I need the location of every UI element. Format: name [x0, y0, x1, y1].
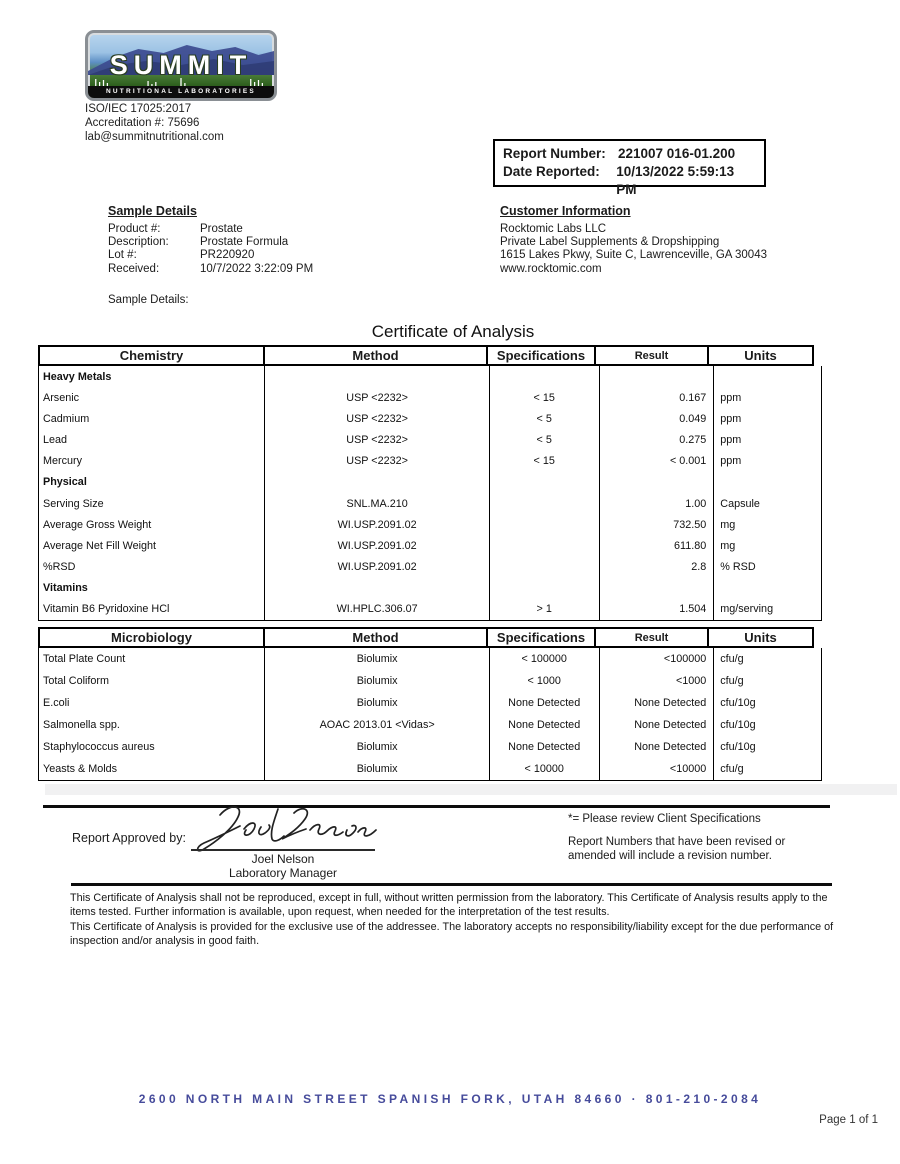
table-row — [39, 535, 821, 556]
analyte-cell: E.coli — [39, 692, 265, 714]
units-cell: cfu/g — [720, 653, 744, 665]
lab-info — [85, 103, 224, 144]
sample-details-extra-label: Sample Details: — [108, 293, 189, 306]
analyte-cell: Arsenic — [39, 387, 265, 408]
units-cell: mg — [720, 518, 736, 531]
analyte-cell: Staphylococcus aureus — [39, 736, 265, 758]
method-cell: USP <2232> — [265, 451, 489, 472]
lab-address-footer: 2600 NORTH MAIN STREET SPANISH FORK, UTAH 84660 · 801-210-2084 — [138, 1092, 762, 1106]
spec-cell — [490, 535, 600, 556]
section-label: Vitamins — [39, 578, 265, 599]
method-cell: WI.USP.2091.02 — [265, 535, 489, 556]
received-value: 10/7/2022 3:22:09 PM — [200, 262, 314, 275]
analyte-cell: Total Coliform — [39, 670, 265, 692]
customer-info-heading: Customer Information — [500, 204, 631, 218]
table-row — [39, 714, 821, 736]
summit-logo — [85, 30, 277, 101]
table-row — [39, 451, 821, 472]
date-reported-label: Date Reported: — [503, 164, 600, 179]
spec-cell: < 5 — [490, 408, 600, 429]
result-cell: None Detected — [600, 736, 715, 758]
result-cell: 732.50 — [600, 514, 715, 535]
table-row — [39, 692, 821, 714]
units-cell: mg/serving — [720, 603, 774, 616]
units-cell: ppm — [720, 434, 742, 447]
method-cell: USP <2232> — [265, 387, 489, 408]
table-row — [39, 514, 821, 535]
section-label: Physical — [39, 472, 265, 493]
date-reported-value: 10/13/2022 5:59:13 PM — [616, 164, 735, 197]
section-row — [39, 366, 821, 387]
page-title: Certificate of Analysis — [371, 322, 535, 341]
result-cell: 0.275 — [600, 429, 715, 450]
microbiology-table — [38, 627, 822, 781]
header-method: Method — [263, 345, 488, 366]
client-spec-note: *= Please review Client Specifications — [568, 813, 761, 825]
units-cell: cfu/10g — [720, 741, 756, 753]
spec-cell — [490, 493, 600, 514]
analyte-cell: Cadmium — [39, 408, 265, 429]
detail-row — [108, 249, 313, 262]
lot-value: PR220920 — [200, 249, 255, 262]
analyte-cell: Serving Size — [39, 493, 265, 514]
result-cell: None Detected — [600, 714, 715, 736]
method-cell: Biolumix — [265, 736, 489, 758]
units-cell: Capsule — [720, 497, 760, 510]
report-number-box — [493, 139, 766, 197]
iso-line: ISO/IEC 17025:2017 — [85, 103, 192, 115]
method-cell: SNL.MA.210 — [265, 493, 489, 514]
spec-cell: < 15 — [490, 451, 600, 472]
detail-row — [108, 223, 313, 236]
section-row — [39, 472, 821, 493]
spec-cell: None Detected — [490, 736, 600, 758]
units-cell: mg — [720, 539, 736, 552]
analyte-cell: Average Net Fill Weight — [39, 535, 265, 556]
separator-band — [45, 784, 897, 795]
product-value: Prostate — [200, 223, 243, 235]
result-cell: 0.167 — [600, 387, 715, 408]
method-cell: USP <2232> — [265, 408, 489, 429]
spec-cell: > 1 — [490, 599, 600, 620]
chemistry-table — [38, 345, 822, 621]
detail-row — [108, 263, 313, 276]
spec-cell: < 10000 — [490, 758, 600, 780]
table-row — [39, 736, 821, 758]
description-value: Prostate Formula — [200, 236, 289, 249]
product-label: Product #: — [108, 223, 161, 235]
result-cell: < 0.001 — [600, 451, 715, 472]
disclaimer-text — [70, 891, 840, 948]
disclaimer-paragraph-2: This Certificate of Analysis is provided for the exclusive use of the addressee. The laboratory accepts no responsibility/liability except for the due performance of inspection and/or analysis in good faith. — [70, 920, 834, 947]
method-cell: Biolumix — [265, 670, 489, 692]
analyte-cell: %RSD — [39, 556, 265, 577]
header-chemistry: Chemistry — [38, 345, 265, 366]
section-row — [39, 578, 821, 599]
report-number-value: 221007 016-01.200 — [618, 146, 736, 161]
detail-row — [108, 236, 313, 249]
received-label: Received: — [108, 262, 160, 275]
analyte-cell: Mercury — [39, 451, 265, 472]
result-cell: 1.504 — [600, 599, 715, 620]
units-cell: ppm — [720, 455, 742, 468]
analyte-cell: Yeasts & Molds — [39, 758, 265, 780]
spec-cell: < 1000 — [490, 670, 600, 692]
header-result: Result — [594, 627, 709, 648]
chemistry-table-header — [38, 345, 822, 366]
divider-line — [43, 805, 830, 808]
method-cell: Biolumix — [265, 758, 489, 780]
method-cell: WI.USP.2091.02 — [265, 514, 489, 535]
approver-title: Laboratory Manager — [228, 866, 338, 880]
header-method: Method — [263, 627, 488, 648]
approver-name: Joel Nelson — [251, 852, 315, 866]
header-units: Units — [707, 345, 814, 366]
customer-address: 1615 Lakes Pkwy, Suite C, Lawrenceville, GA 30043 — [500, 249, 767, 262]
method-cell: USP <2232> — [265, 429, 489, 450]
customer-name: Rocktomic Labs LLC — [500, 223, 607, 235]
header-result: Result — [594, 345, 709, 366]
units-cell: cfu/10g — [720, 719, 756, 731]
header-microbiology: Microbiology — [38, 627, 265, 648]
units-cell: % RSD — [720, 560, 756, 573]
result-cell: <100000 — [600, 648, 715, 670]
header-specifications: Specifications — [486, 627, 596, 648]
units-cell: cfu/g — [720, 763, 744, 775]
units-cell: cfu/10g — [720, 697, 756, 709]
microbiology-table-header — [38, 627, 822, 648]
lab-email: lab@summitnutritional.com — [85, 130, 224, 143]
sample-details-section — [108, 204, 313, 306]
result-cell: 2.8 — [600, 556, 715, 577]
units-cell: ppm — [720, 391, 742, 404]
divider-line — [71, 883, 832, 886]
spec-cell: None Detected — [490, 714, 600, 736]
result-cell: None Detected — [600, 692, 715, 714]
accreditation-line: Accreditation #: 75696 — [85, 116, 200, 129]
spec-cell: < 5 — [490, 429, 600, 450]
customer-tagline: Private Label Supplements & Dropshipping — [500, 236, 720, 249]
customer-website: www.rocktomic.com — [500, 262, 602, 275]
result-cell: <1000 — [600, 670, 715, 692]
method-cell: WI.USP.2091.02 — [265, 556, 489, 577]
analyte-cell: Average Gross Weight — [39, 514, 265, 535]
analyte-cell: Total Plate Count — [39, 648, 265, 670]
customer-info-section — [500, 204, 767, 276]
spec-cell — [490, 556, 600, 577]
method-cell: Biolumix — [265, 648, 489, 670]
table-row — [39, 429, 821, 450]
analyte-cell: Lead — [39, 429, 265, 450]
result-cell: 1.00 — [600, 493, 715, 514]
method-cell: Biolumix — [265, 692, 489, 714]
table-row — [39, 493, 821, 514]
report-approved-label: Report Approved by: — [72, 831, 186, 845]
table-row — [39, 387, 821, 408]
analyte-cell: Vitamin B6 Pyridoxine HCl — [39, 599, 265, 620]
lot-label: Lot #: — [108, 249, 137, 262]
revision-note: Report Numbers that have been revised or amended will include a revision number. — [568, 836, 786, 862]
spec-cell: < 100000 — [490, 648, 600, 670]
table-row — [39, 648, 821, 670]
page-number: Page 1 of 1 — [819, 1114, 878, 1126]
header-units: Units — [707, 627, 814, 648]
method-cell: WI.HPLC.306.07 — [265, 599, 489, 620]
units-cell: ppm — [720, 412, 742, 425]
disclaimer-paragraph-1: This Certificate of Analysis shall not be reproduced, except in full, without written permission from the laboratory. This Certificate of Analysis results apply to the items tested. Further information is available, upon request, when needed for the interpretation of the test results. — [70, 892, 828, 919]
analyte-cell: Salmonella spp. — [39, 714, 265, 736]
units-cell: cfu/g — [720, 675, 744, 687]
method-cell: AOAC 2013.01 <Vidas> — [265, 714, 489, 736]
header-specifications: Specifications — [486, 345, 596, 366]
table-row — [39, 556, 821, 577]
result-cell: <10000 — [600, 758, 715, 780]
description-label: Description: — [108, 236, 169, 249]
spec-cell: < 15 — [490, 387, 600, 408]
sample-details-heading: Sample Details — [108, 204, 197, 218]
logo-subtitle: NUTRITIONAL LABORATORIES — [88, 86, 274, 98]
result-cell: 611.80 — [600, 535, 715, 556]
spec-cell — [490, 514, 600, 535]
result-cell: 0.049 — [600, 408, 715, 429]
report-number-label: Report Number: — [503, 146, 606, 161]
table-row — [39, 408, 821, 429]
table-row — [39, 599, 821, 620]
logo-title: SUMMIT — [109, 50, 253, 80]
spec-cell: None Detected — [490, 692, 600, 714]
section-label: Heavy Metals — [39, 366, 265, 387]
table-row — [39, 670, 821, 692]
table-row — [39, 758, 821, 780]
signature-line — [191, 849, 375, 851]
